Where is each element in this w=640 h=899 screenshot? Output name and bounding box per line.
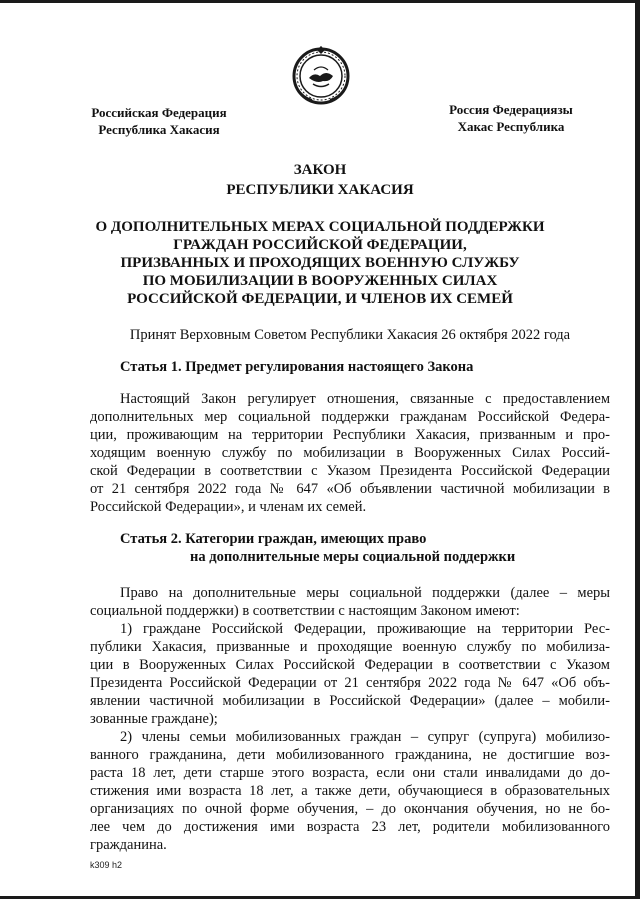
subject-line-3: ПРИЗВАННЫХ И ПРОХОДЯЩИХ ВОЕННУЮ СЛУЖБУ [120, 255, 520, 271]
item-2-line-3: раста 18 лет, дети старше этого возраста, если они стали инвалидами до до- [90, 765, 610, 781]
article-2-heading-line-1: Статья 2. Категории граждан, имеющих право [120, 531, 427, 547]
item-2-line-2: ванного гражданина, дети мобилизованного гражданина, не достигшие воз- [90, 747, 610, 763]
header-right-line-2: Хакас Республика [457, 119, 565, 134]
item-2-line-7: гражданина. [90, 837, 167, 853]
header-right-line-1: Россия Федерациязы [449, 102, 573, 117]
article-1-heading: Статья 1. Предмет регулирования настоящего Закона [120, 359, 474, 375]
coat-of-arms-icon [290, 46, 352, 106]
law-title [0, 160, 640, 200]
document-code: k309 h2 [90, 860, 123, 870]
header-left-line-1: Российская Федерация [91, 105, 227, 120]
item-2-line-1: 2) члены семьи мобилизованных граждан – супруг (супруга) мобилизо- [120, 729, 610, 745]
article-1-line-4: ходящим военную службу по мобилизации в Вооруженных Силах Россий- [90, 445, 610, 461]
header-left [88, 104, 230, 138]
scan-border-right [635, 0, 640, 899]
article-1-line-2: дополнительных мер социальной поддержки гражданам Российской Федера- [90, 409, 610, 425]
scan-border-top [0, 0, 640, 3]
article-1-line-3: ции, проживающим на территории Республики Хакасия, призванным и про- [90, 427, 610, 443]
law-title-line-2: РЕСПУБЛИКИ ХАКАСИЯ [226, 182, 414, 198]
item-2-line-6: лее чем до достижения ими возраста 23 лет, родители мобилизованного [90, 819, 610, 835]
article-1-line-5: ской Федерации в соответствии с Указом Президента Российской Федерации [90, 463, 610, 479]
article-2-intro-line-1: Право на дополнительные меры социальной поддержки (далее – меры [120, 585, 610, 601]
item-1-line-3: ции в Вооруженных Силах Российской Федерации в соответствии с Указом [90, 657, 610, 673]
item-1-line-5: явлении частичной мобилизации в Российской Федерации» (далее – мобили- [90, 693, 610, 709]
item-2-line-4: стижения ими возраста 18 лет, а также дети, обучающиеся в образовательных [90, 783, 610, 799]
law-title-line-1: ЗАКОН [293, 162, 347, 178]
header-left-line-2: Республика Хакасия [98, 122, 220, 137]
item-1-line-4: Президента Российской Федерации от 21 сентября 2022 года № 647 «Об объ- [90, 675, 610, 691]
article-1-line-1: Настоящий Закон регулирует отношения, связанные с предоставлением [120, 391, 610, 407]
subject-line-2: ГРАЖДАН РОССИЙСКОЙ ФЕДЕРАЦИИ, [173, 237, 467, 253]
header-right [446, 101, 576, 135]
article-2-intro-line-2: социальной поддержки) в соответствии с настоящим Законом имеют: [90, 603, 520, 619]
item-1-line-2: публики Хакасия, призванные и проходящие военную службу по мобилиза- [90, 639, 610, 655]
subject-line-5: РОССИЙСКОЙ ФЕДЕРАЦИИ, И ЧЛЕНОВ ИХ СЕМЕЙ [127, 291, 513, 307]
item-2-line-5: организациях по очной форме обучения, – до окончания обучения, но не бо- [90, 801, 610, 817]
item-1-line-6: зованные граждане); [90, 711, 218, 727]
article-2-heading-line-2: на дополнительные меры социальной поддержки [190, 549, 516, 565]
item-1-line-1: 1) граждане Российской Федерации, проживающие на территории Рес- [120, 621, 610, 637]
article-1-line-6: от 21 сентября 2022 года № 647 «Об объявлении частичной мобилизации в [90, 481, 610, 497]
subject-line-4: ПО МОБИЛИЗАЦИИ В ВООРУЖЕННЫХ СИЛАХ [142, 273, 498, 289]
adoption-note: Принят Верховным Советом Республики Хакасия 26 октября 2022 года [129, 327, 571, 343]
article-1-line-7: Российской Федерации», и членам их семей. [90, 499, 367, 515]
subject-line-1: О ДОПОЛНИТЕЛЬНЫХ МЕРАХ СОЦИАЛЬНОЙ ПОДДЕРЖКИ [95, 219, 545, 235]
